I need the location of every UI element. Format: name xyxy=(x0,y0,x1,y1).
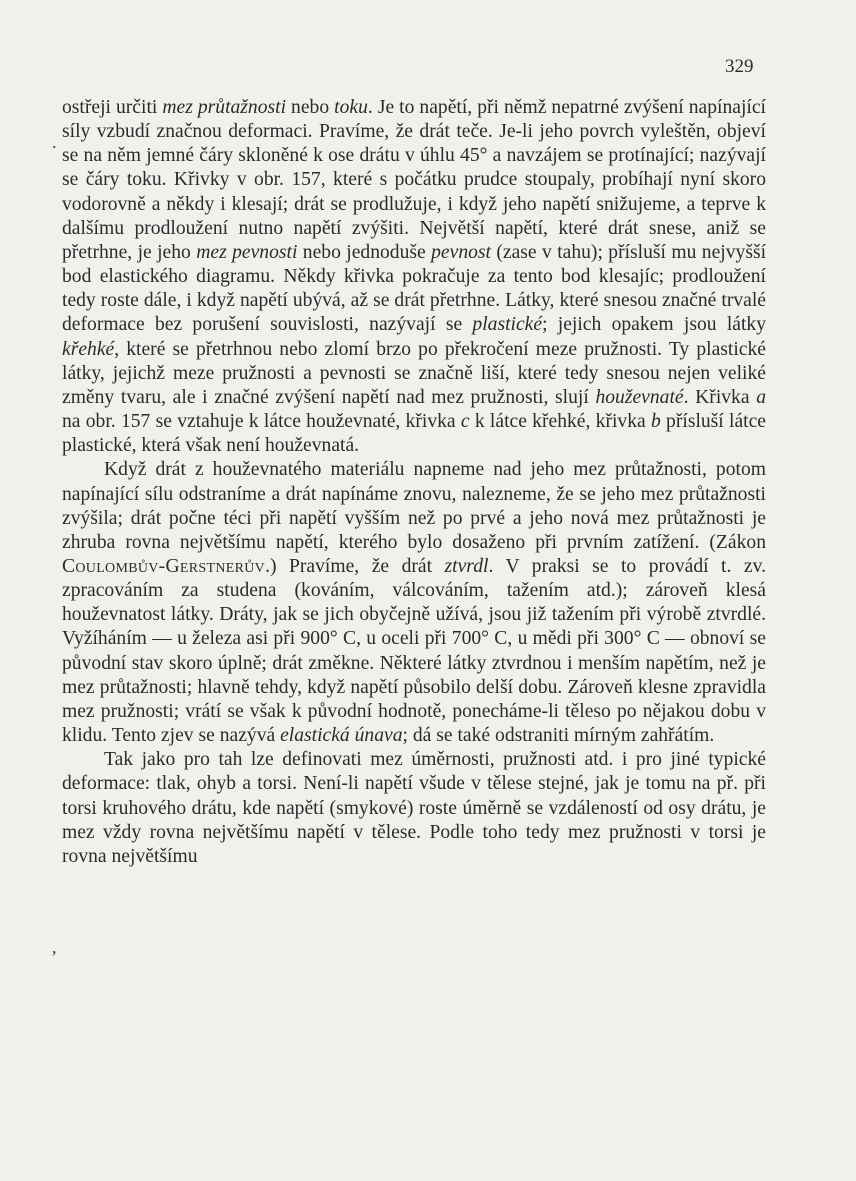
text-run: ; dá se také odstraniti mírným zahřátím. xyxy=(402,725,715,747)
author-names: Coulombův-Gerstnerův xyxy=(62,555,266,577)
emphasis-term: pevnost xyxy=(431,241,491,263)
paragraph-2 xyxy=(62,458,766,748)
paragraph-3 xyxy=(62,748,766,869)
emphasis-term: b xyxy=(650,411,661,433)
emphasis-term: křehké xyxy=(62,338,115,360)
page-number: 329 xyxy=(725,56,754,77)
text-run: ; jejich opakem jsou látky xyxy=(542,314,766,336)
paragraph-1 xyxy=(62,96,766,458)
emphasis-term: ztvrdl xyxy=(444,555,489,577)
text-run: . Křivka xyxy=(683,386,757,408)
text-run: k látce křehké, křivka xyxy=(469,411,651,433)
text-run: Když drát z houževnatého materiálu napneme nad jeho mez průtažnosti, potom napínající sílu odstraníme a drát napínáme znovu, nalezneme, že se jeho mez průtažnosti zvýšila; drát počne téci při napětí vyšším než po prvé a jeho nová mez průtažnosti je zhruba rovna největšímu napětí, kterého bylo dosaženo při prvním zatížení. (Zákon xyxy=(62,459,766,553)
margin-mark: . xyxy=(52,132,57,152)
text-run: , které se přetrhnou nebo zlomí brzo po překročení meze pružnosti. Ty plastické látky, jejichž meze pružnosti a pevnosti se značně liší, které tedy snesou nejen veliké změny tvaru, ale i značné zvýšení napětí nad mez pružnosti, slují xyxy=(62,338,766,408)
text-run: nebo jednoduše xyxy=(297,241,432,263)
text-run: .) Pravíme, že drát xyxy=(265,555,445,577)
emphasis-term: elastická únava xyxy=(280,725,403,747)
emphasis-term: a xyxy=(756,386,766,408)
body-text xyxy=(62,96,766,869)
emphasis-term: c xyxy=(460,411,470,433)
text-run: (zase v tahu); přísluší mu nejvyšší bod elastického diagramu. Někdy křivka pokračuje za tento bod klesajíc; prodloužení tedy roste dále, i když napětí ubývá, až se drát přetrhne. Látky, které snesou značné trvalé deformace bez porušení souvislosti, nazývají se xyxy=(62,241,767,336)
emphasis-term: toku xyxy=(334,97,368,118)
emphasis-term: mez pevnosti xyxy=(196,241,298,263)
emphasis-term: mez průtažnosti xyxy=(162,97,287,118)
text-run: ostřeji určiti xyxy=(62,97,163,118)
text-run: na obr. 157 se vztahuje k látce houževnaté, křivka xyxy=(62,411,461,433)
text-run: . V praksi se to provádí t. zv. zpracováním za studena (kováním, válcováním, tažením atd.); zároveň klesá houževnatost látky. Dráty, jak se jich obyčejně užívá, jsou již tažením při výrobě ztvrdlé. Vyžíháním — u železa asi při 900° C, u oceli při 700° C, u mědi při 300° C — obnoví se původní stav skoro úplně; drát změkne. Některé látky ztvrdnou i menším napětím, než je mez průtažnosti; hlavně tehdy, když napětí působilo delší dobu. Zároveň klesne zpravidla mez pružnosti; vrátí se však k původní hodnotě, ponecháme-li těleso po nějakou dobu v klidu. Tento zjev se nazývá xyxy=(62,555,766,747)
emphasis-term: plastické xyxy=(472,314,543,336)
text-run: přísluší látce plastické, která však není houževnatá. xyxy=(62,411,766,457)
text-run: nebo xyxy=(286,97,335,118)
text-run: . Je to napětí, při němž nepatrné zvýšení napínající síly vzbudí značnou deformaci. Pravíme, že drát teče. Je-li jeho povrch vyleštěn, objeví se na něm jemné čáry skloněné k ose drátu v úhlu 45° a navzájem se protínající; nazývají se čáry toku. Křivky v obr. 157, které s počátku prudce stoupaly, probíhají nyní skoro vodorovně a někdy i klesají; drát se prodlužuje, i když jeho napětí snižujeme, a teprve k dalšímu prodloužení nutno napětí zvýšiti. Největší napětí, které drát snese, aniž se přetrhne, je jeho xyxy=(62,97,767,263)
margin-mark: , xyxy=(52,937,57,957)
text-run: Tak jako pro tah lze definovati mez úměrnosti, pružnosti atd. i pro jiné typické deformace: tlak, ohyb a torsi. Není-li napětí všude v tělese stejné, jak je tomu na př. při torsi kruhového drátu, kde napětí (smykové) roste úměrně se vzdáleností od osy drátu, je mez vždy rovna největšímu napětí v tělese. Podle toho tedy mez pružnosti v torsi je rovna největšímu xyxy=(62,749,766,867)
emphasis-term: houževnaté xyxy=(595,386,684,408)
